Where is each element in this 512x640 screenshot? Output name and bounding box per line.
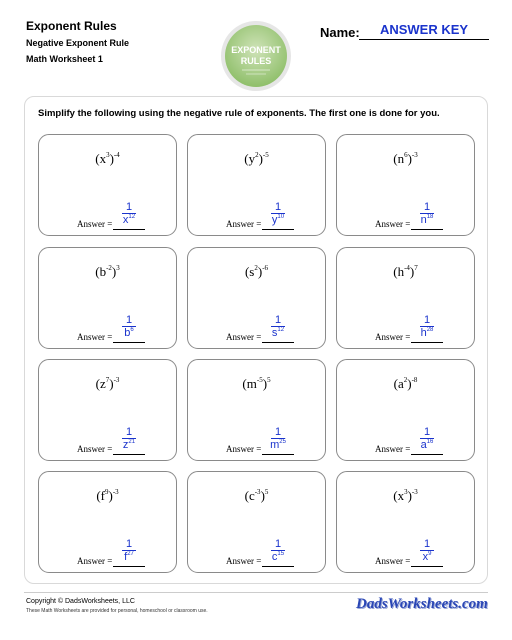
- worksheet-title: Exponent Rules: [26, 19, 117, 33]
- answer-numerator: 1: [125, 314, 133, 326]
- worksheet-subtitle: Negative Exponent Rule: [26, 38, 130, 48]
- answer-denominator: $n^{18}$: [420, 214, 434, 226]
- answer-numerator: 1: [125, 538, 133, 550]
- answer-denominator: $h^{28}$: [420, 327, 434, 339]
- problem-card: [187, 359, 326, 461]
- answer-denominator: $s^{12}$: [271, 327, 285, 339]
- answer-label: Answer =: [226, 444, 262, 454]
- answer-numerator: 1: [125, 201, 133, 213]
- answer-label: Answer =: [77, 556, 113, 566]
- problem-card: [187, 247, 326, 349]
- answer-field[interactable]: [262, 424, 294, 455]
- name-field[interactable]: ANSWER KEY: [359, 22, 489, 40]
- answer-field[interactable]: [113, 199, 145, 230]
- answer-numerator: 1: [274, 538, 282, 550]
- problem-expression: $(n^6)^{-3}$: [393, 151, 418, 166]
- problem-card: [336, 471, 475, 573]
- answer-field[interactable]: [411, 199, 443, 230]
- problem-expression: $(x^3)^{-4}$: [95, 151, 120, 166]
- answer-numerator: 1: [274, 426, 282, 438]
- problem-card: [187, 134, 326, 236]
- answer-field[interactable]: [262, 536, 294, 567]
- answer-field[interactable]: [262, 312, 294, 343]
- logo-text-line1: EXPONENT: [231, 45, 281, 55]
- problem-card: [38, 247, 177, 349]
- answer-numerator: 1: [423, 314, 431, 326]
- answer-label: Answer =: [375, 219, 411, 229]
- problem-card: [38, 134, 177, 236]
- problem-card: [38, 471, 177, 573]
- answer-denominator: $y^{10}$: [271, 214, 285, 226]
- answer-label: Answer =: [77, 219, 113, 229]
- problem-expression: $(y^2)^{-5}$: [244, 151, 269, 166]
- problem-expression: $(b^{-2})^3$: [95, 264, 120, 279]
- answer-label: Answer =: [226, 332, 262, 342]
- name-label: Name:: [320, 25, 360, 40]
- answer-numerator: 1: [274, 314, 282, 326]
- footer-note: These Math Worksheets are provided for personal, homeschool or classroom use.: [26, 608, 208, 614]
- instructions-text: Simplify the following using the negative rule of exponents. The first one is done for you.: [38, 108, 440, 119]
- answer-field[interactable]: [411, 312, 443, 343]
- answer-numerator: 1: [125, 426, 133, 438]
- answer-field[interactable]: [113, 536, 145, 567]
- exponent-rules-logo: [220, 20, 292, 92]
- answer-denominator: $x^{12}$: [122, 214, 136, 226]
- answer-denominator: $b^6$: [124, 327, 134, 339]
- answer-label: Answer =: [226, 219, 262, 229]
- footer-divider: [24, 592, 488, 593]
- problem-card: [336, 134, 475, 236]
- logo-text-line2: RULES: [240, 56, 272, 66]
- answer-denominator: $c^{15}$: [271, 551, 285, 563]
- problem-card: [336, 247, 475, 349]
- answer-label: Answer =: [226, 556, 262, 566]
- problem-card: [38, 359, 177, 461]
- answer-field[interactable]: [411, 536, 443, 567]
- answer-denominator: $x^9$: [422, 551, 432, 563]
- problem-expression: $(x^3)^{-3}$: [393, 488, 418, 503]
- answer-numerator: 1: [423, 426, 431, 438]
- problem-expression: $(h^{-4})^7$: [393, 264, 418, 279]
- copyright-text: Copyright © DadsWorksheets, LLC: [26, 598, 135, 605]
- answer-label: Answer =: [77, 444, 113, 454]
- answer-denominator: $z^{21}$: [122, 439, 136, 451]
- worksheet-number: Math Worksheet 1: [26, 54, 103, 64]
- answer-label: Answer =: [77, 332, 113, 342]
- problem-expression: $(s^2)^{-6}$: [244, 264, 269, 279]
- answer-label: Answer =: [375, 444, 411, 454]
- dadsworksheets-logo: DadsWorksheets.com: [356, 596, 488, 612]
- answer-numerator: 1: [423, 201, 431, 213]
- answer-denominator: $f^{27}$: [124, 551, 134, 563]
- problem-expression: $(a^2)^{-8}$: [393, 376, 418, 391]
- answer-numerator: 1: [423, 538, 431, 550]
- answer-field[interactable]: [113, 312, 145, 343]
- problem-expression: $(z^7)^{-3}$: [95, 376, 120, 391]
- answer-label: Answer =: [375, 332, 411, 342]
- answer-denominator: $m^{25}$: [270, 439, 286, 451]
- worksheet-header: [0, 0, 512, 90]
- answer-field[interactable]: [411, 424, 443, 455]
- problem-card: [187, 471, 326, 573]
- answer-field[interactable]: [262, 199, 294, 230]
- problem-card: [336, 359, 475, 461]
- answer-denominator: $a^{16}$: [420, 439, 434, 451]
- problem-expression: $(c^{-3})^5$: [244, 488, 269, 503]
- answer-numerator: 1: [274, 201, 282, 213]
- answer-field[interactable]: [113, 424, 145, 455]
- problem-expression: $(m^{-5})^5$: [242, 376, 271, 391]
- answer-label: Answer =: [375, 556, 411, 566]
- problem-expression: $(f^9)^{-3}$: [96, 488, 119, 503]
